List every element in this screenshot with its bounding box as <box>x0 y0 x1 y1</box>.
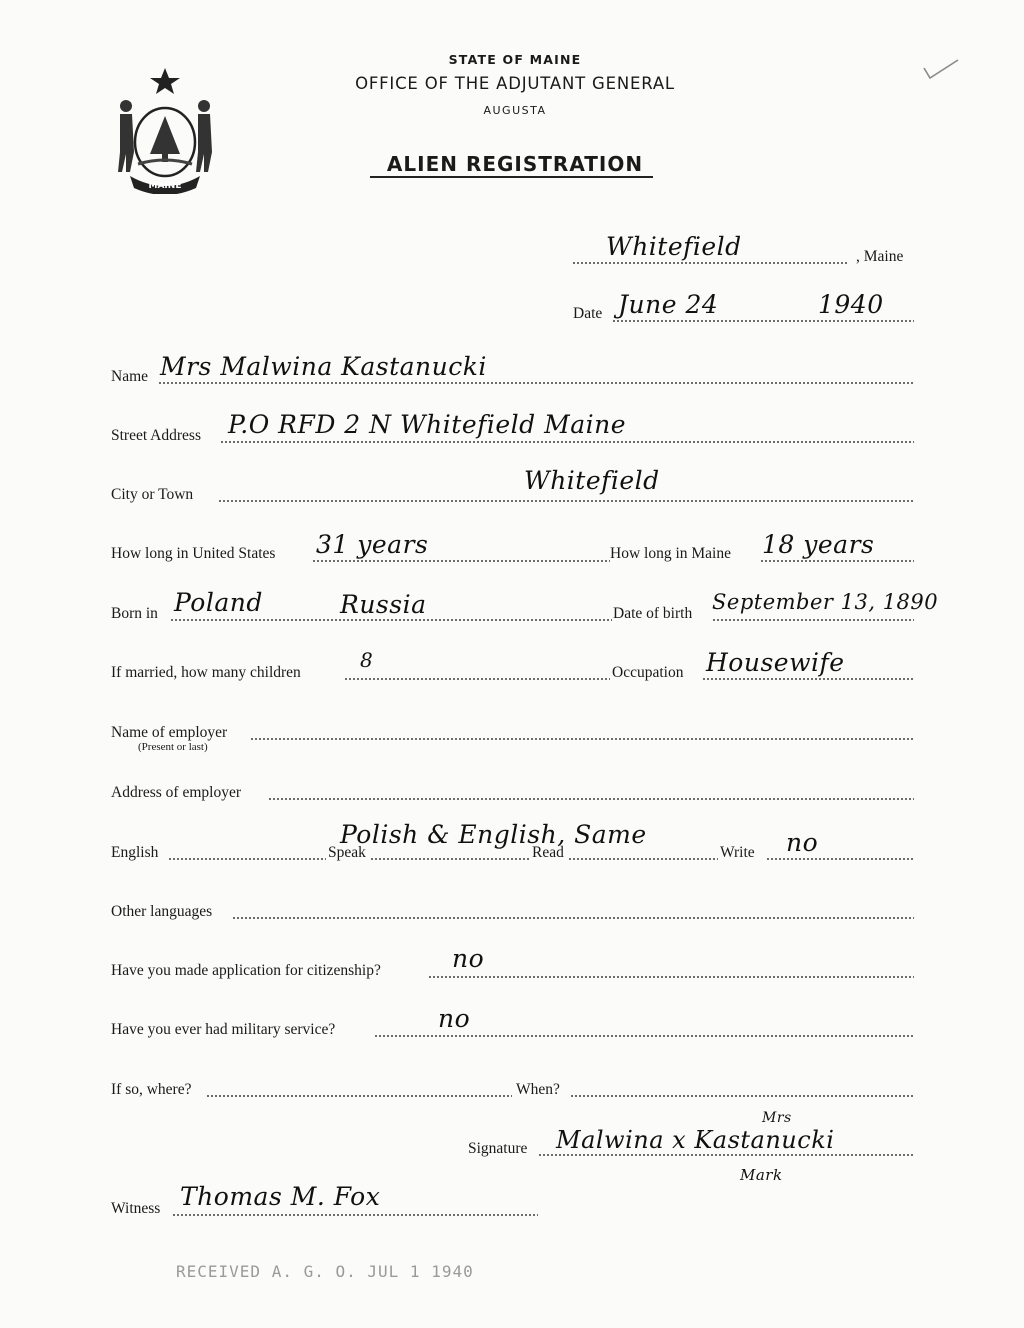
city-label: City or Town <box>111 486 194 503</box>
name-line <box>158 382 914 384</box>
where-line <box>206 1095 512 1097</box>
how-long-us-label: How long in United States <box>111 545 276 562</box>
header-office: OFFICE OF THE ADJUTANT GENERAL <box>355 74 675 93</box>
city-value[interactable]: Whitefield <box>524 466 660 495</box>
seal-banner-text: MAINE <box>148 181 182 191</box>
place-suffix: , Maine <box>856 248 904 265</box>
date-month-day[interactable]: June 24 <box>618 290 719 319</box>
date-label: Date <box>573 305 603 322</box>
occupation-value[interactable]: Housewife <box>706 648 845 677</box>
other-languages-line <box>232 917 914 919</box>
dob-line <box>712 619 914 621</box>
received-stamp: RECEIVED A. G. O. JUL 1 1940 <box>176 1262 474 1281</box>
children-label: If married, how many children <box>111 664 301 681</box>
name-label: Name <box>111 368 149 385</box>
date-year[interactable]: 1940 <box>818 290 884 319</box>
english-answer[interactable]: Polish & English, Same <box>340 820 647 849</box>
english-label: English <box>111 844 159 861</box>
how-long-maine-value[interactable]: 18 years <box>762 530 875 559</box>
citizenship-line <box>428 976 914 978</box>
signature-label: Signature <box>468 1140 528 1157</box>
read-label: Read <box>532 844 564 861</box>
witness-line <box>172 1214 538 1216</box>
check-mark-icon <box>922 58 962 82</box>
title-underline <box>370 176 653 178</box>
born-label: Born in <box>111 605 158 622</box>
street-label: Street Address <box>111 427 201 444</box>
street-value[interactable]: P.O RFD 2 N Whitefield Maine <box>228 410 626 439</box>
date-line <box>612 320 914 322</box>
dob-value[interactable]: September 13, 1890 <box>712 590 939 614</box>
born-region-value[interactable]: Russia <box>340 590 427 619</box>
write-answer[interactable]: no <box>786 828 819 857</box>
header-state: STATE OF MAINE <box>448 52 582 67</box>
employer-sublabel: (Present or last) <box>138 741 208 753</box>
english-line <box>168 858 326 860</box>
read-line <box>568 858 718 860</box>
military-answer[interactable]: no <box>438 1004 471 1033</box>
employer-line <box>250 738 914 740</box>
employer-label: Name of employer <box>111 724 228 741</box>
witness-label: Witness <box>111 1200 161 1217</box>
name-value[interactable]: Mrs Malwina Kastanucki <box>160 352 487 381</box>
other-languages-label: Other languages <box>111 903 213 920</box>
military-label: Have you ever had military service? <box>111 1021 336 1038</box>
city-line <box>218 500 914 502</box>
witness-value[interactable]: Thomas M. Fox <box>180 1182 381 1211</box>
form-title: ALIEN REGISTRATION <box>386 152 644 176</box>
citizenship-label: Have you made application for citizenship? <box>111 962 381 979</box>
military-line <box>374 1035 914 1037</box>
occupation-line <box>702 678 914 680</box>
how-long-us-value[interactable]: 31 years <box>316 530 429 559</box>
citizenship-answer[interactable]: no <box>452 944 485 973</box>
children-value[interactable]: 8 <box>360 648 374 672</box>
write-line <box>766 858 914 860</box>
place-line <box>572 262 848 264</box>
maine-state-seal-icon <box>110 64 220 194</box>
how-long-us-line <box>312 560 610 562</box>
header-city: AUGUSTA <box>483 104 547 117</box>
where-label: If so, where? <box>111 1081 192 1098</box>
children-line <box>344 678 610 680</box>
speak-label: Speak <box>328 844 366 861</box>
signature-mark: Mark <box>740 1166 783 1184</box>
street-line <box>220 441 914 443</box>
born-line <box>170 619 612 621</box>
how-long-maine-label: How long in Maine <box>610 545 731 562</box>
place-value[interactable]: Whitefield <box>606 232 742 261</box>
employer-address-label: Address of employer <box>111 784 241 801</box>
signature-value[interactable]: Malwina x Kastanucki <box>556 1126 835 1154</box>
speak-line <box>370 858 530 860</box>
signature-line <box>538 1154 914 1156</box>
dob-label: Date of birth <box>613 605 693 622</box>
occupation-label: Occupation <box>612 664 684 681</box>
write-label: Write <box>720 844 755 861</box>
signature-mrs: Mrs <box>762 1110 792 1126</box>
when-line <box>570 1095 914 1097</box>
born-country-value[interactable]: Poland <box>174 588 263 617</box>
how-long-maine-line <box>760 560 914 562</box>
employer-address-line <box>268 798 914 800</box>
when-label: When? <box>516 1081 560 1098</box>
